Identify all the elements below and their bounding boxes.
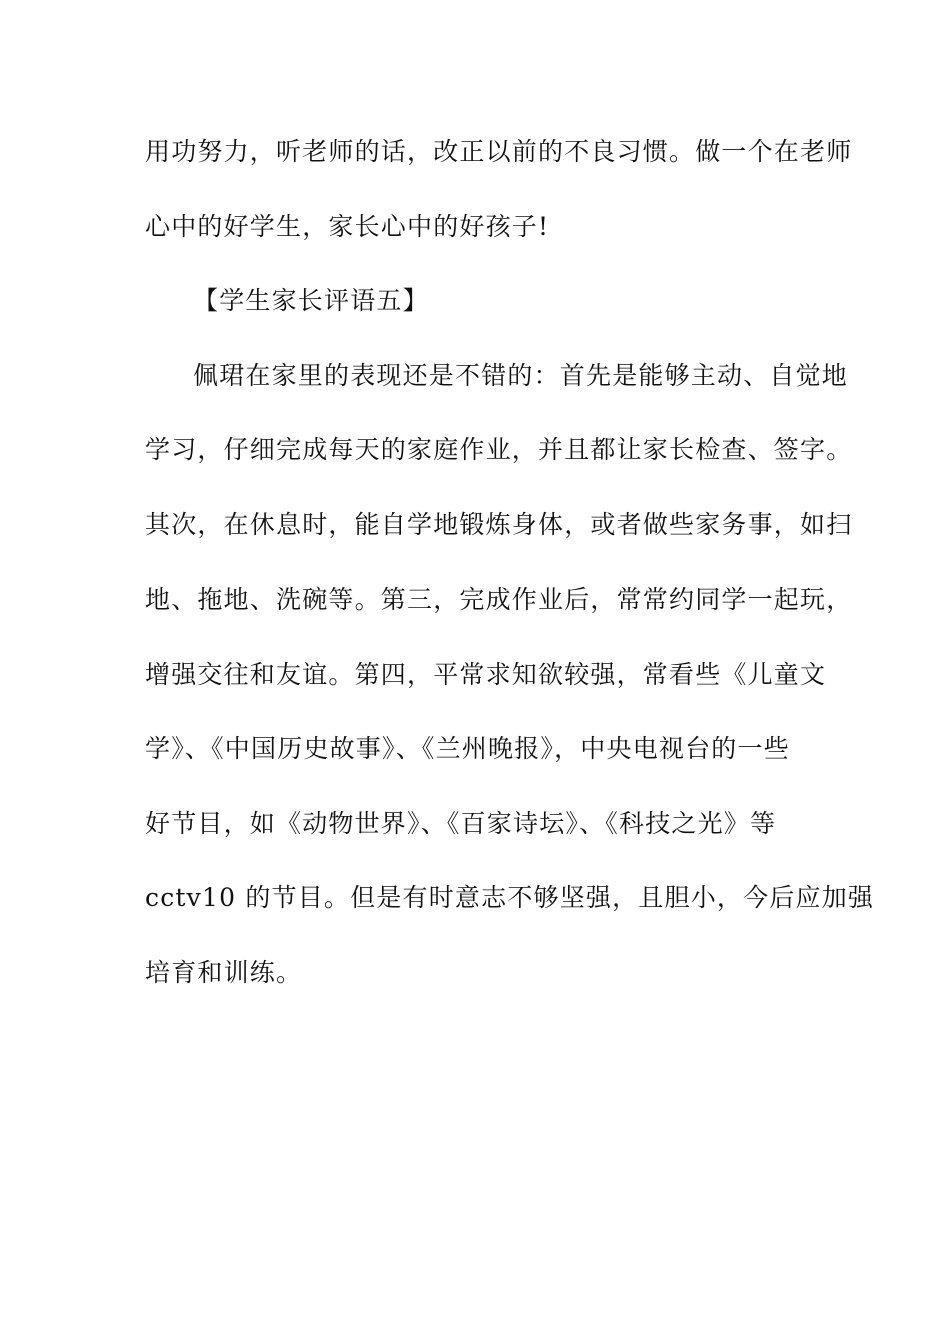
text-line-8: 增强交往和友谊。第四，平常求知欲较强，常看些《儿童文 — [145, 660, 827, 689]
text-line-7: 地、拖地、洗碗等。第三，完成作业后，常常约同学一起玩， — [145, 585, 853, 614]
text-line-1: 用功努力，听老师的话，改正以前的不良习惯。做一个在老师 — [145, 137, 853, 166]
text-line-5: 学习，仔细完成每天的家庭作业，并且都让家长检查、签字。 — [145, 435, 853, 464]
text-line-2: 心中的好学生，家长心中的好孩子! — [145, 212, 550, 241]
text-line-6: 其次，在休息时，能自学地锻炼身体，或者做些家务事，如扫 — [145, 510, 853, 539]
text-line-4: 佩珺在家里的表现还是不错的：首先是能够主动、自觉地 — [193, 361, 849, 390]
text-line-12: 培育和训练。 — [145, 958, 303, 987]
text-line-11: cctv10 的节目。但是有时意志不够坚强，且胆小，今后应加强 — [145, 883, 875, 912]
text-line-9: 学》、《中国历史故事》、《兰州晚报》，中央电视台的一些 — [145, 734, 790, 763]
text-line-10: 好节目，如《动物世界》、《百家诗坛》、《科技之光》等 — [145, 809, 777, 838]
section-heading: 【学生家长评语五】 — [193, 286, 429, 315]
